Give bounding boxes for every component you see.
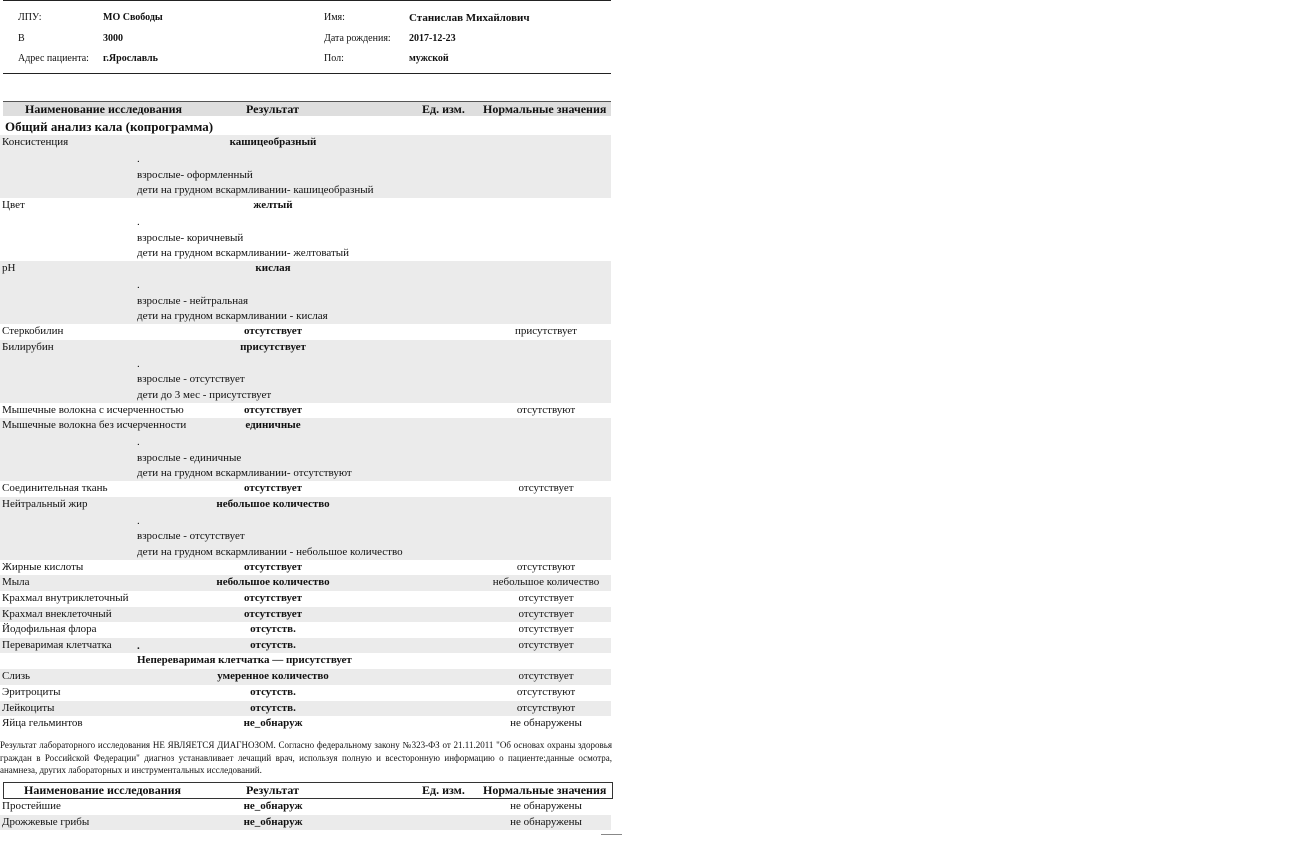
row-name: Переваримая клетчатка [2,638,112,651]
row-result: отсутствует [244,403,302,416]
table-header [3,101,611,116]
table-row [0,622,611,638]
table-row [0,575,611,591]
row-result: не_обнаруж [243,800,303,812]
corner-mark [601,834,622,835]
col-norm-header: Нормальные значения [483,102,607,116]
col-result-header-2: Результат [246,783,300,797]
row-result: единичные [245,419,301,432]
row-result: небольшое количество [216,497,330,510]
row-name: Лейкоциты [2,701,55,714]
note-line: взрослые - отсутствует [137,530,245,543]
row-name: Билирубин [2,340,54,353]
row-result: отсутств. [250,638,296,651]
section-title: Общий анализ кала (копрограмма) [5,119,214,134]
note-line: взрослые - отсутствует [137,373,245,386]
note-line: взрослые - нейтральная [137,294,249,307]
row-result: присутствует [240,340,306,353]
row-notes [137,215,349,262]
row-norm: отсутствуют [516,560,576,573]
note-line: . [137,216,140,228]
row-norm: отсутствуют [516,701,576,714]
table-row [0,591,611,607]
row-name: Цвет [2,199,25,211]
address-value: г.Ярославль [103,53,158,64]
row-result: отсутствует [244,560,302,573]
row-name: Мышечные волокна с исчерченностью [2,403,184,416]
note-line: дети на грудном вскармливании- желтоватый [137,247,350,259]
row-norm: не обнаружены [510,717,582,730]
row-norm: не обнаружены [510,815,582,828]
row-norm: отсутствует [518,638,574,651]
row-norm: отсутствует [518,607,574,620]
row-norm: отсутствует [518,623,574,636]
top-rule [3,0,611,1]
row-notes [137,435,352,482]
note-line: дети на грудном вскармливании - кислая [137,310,328,322]
table-row [0,198,611,261]
table-header-2 [3,782,613,799]
row-norm: присутствует [514,325,577,337]
row-dot: . [137,639,140,652]
note-line: . [137,153,140,165]
col-unit-header: Ед. изм. [422,102,465,116]
name-value: Станислав Михайлович [409,12,530,24]
table-row [0,560,611,576]
row-notes [137,152,374,199]
note-line: . [137,514,140,527]
note-line: взрослые- коричневый [137,231,244,244]
row-name: Стеркобилин [2,325,64,337]
lpu-value: МО Свободы [103,12,163,23]
results-table [0,135,614,732]
note-line: дети до 3 мес - присутствует [137,388,272,401]
row-notes [137,278,328,325]
note-line: . [137,279,140,291]
subline-text: Непереваримая клетчатка — присутствует [137,654,352,667]
row-name: pH [2,262,16,274]
note-line: дети на грудном вскармливании- отсутствуют [137,467,352,480]
row-notes [137,357,271,404]
table-row [0,815,611,831]
table-row [0,669,611,685]
row-result: кашицеобразный [229,136,317,148]
col-name-header-2: Наименование исследования [24,783,182,797]
row-name: Жирные кислоты [2,560,84,573]
disclaimer-footnote: Результат лабораторного исследования НЕ ЯВЛЯЕТСЯ ДИАГНОЗОМ. Согласно федеральному закону №323-ФЗ от 21.11.2011 "Об основах охраны здоровья граждан в Российской Федерации" диагноз устанавливает лечащий врач, используя полную и всесторонную информацию о пациенте:данные осмотра, анамнеза, других лабораторных и инструментальных исследований. [0,740,612,775]
row-name: Крахмал внеклеточный [2,607,112,620]
row-name: Мыла [2,576,30,589]
row-result: небольшое количество [216,576,330,589]
row-norm: небольшое количество [492,576,600,589]
table-row [0,481,611,497]
row-result: желтый [253,199,293,211]
table-row [0,685,611,701]
row-result: не_обнаруж [243,815,303,828]
row-norm: не обнаружены [510,800,582,812]
row-result: отсутствует [244,607,302,620]
b-label: В [18,33,25,44]
patient-header [0,8,611,74]
address-label: Адрес пациента: [18,53,89,64]
table-row [0,135,611,198]
col-name-header: Наименование исследования [25,102,183,116]
row-name: Яйца гельминтов [2,717,83,730]
row-norm: отсутствует [518,591,574,604]
row-name: Консистенция [2,136,69,148]
row-result: отсутствует [244,325,302,337]
col-unit-header-2: Ед. изм. [422,783,465,797]
row-norm: отсутствует [518,670,574,683]
table-row [0,261,611,324]
note-line: дети на грудном вскармливании - небольшое количество [137,545,403,558]
table-row [0,701,611,717]
row-name: Соединительная ткань [2,482,108,495]
row-result: отсутствует [244,482,302,495]
table-row [0,418,611,481]
b-value: 3000 [103,33,123,44]
col-result-header: Результат [246,102,300,116]
results-table-2 [0,799,614,830]
row-result: умеренное количество [217,670,329,683]
dob-label: Дата рождения: [324,33,391,44]
sex-label: Пол: [324,53,344,64]
row-result: отсутств. [250,623,296,636]
note-line: . [137,436,140,449]
row-name: Мышечные волокна без исчерченности [2,419,187,432]
row-name: Слизь [2,670,31,683]
lpu-label: ЛПУ: [18,12,42,23]
row-name: Дрожжевые грибы [2,815,90,828]
col-norm-header-2: Нормальные значения [483,783,607,797]
row-name: Эритроциты [2,685,61,698]
note-line: взрослые - единичные [137,451,242,464]
table-row [0,324,611,340]
note-line: взрослые- оформленный [137,168,253,181]
table-row [0,497,611,560]
row-name: Крахмал внутриклеточный [2,591,129,604]
table-row [0,638,611,654]
row-result: отсутств. [250,701,296,714]
row-norm: отсутствуют [516,403,576,416]
row-name: Простейшие [2,800,61,812]
table-row [0,607,611,623]
table-subline [0,653,611,669]
row-norm: отсутствуют [516,685,576,698]
row-notes [137,514,403,561]
name-label: Имя: [324,12,345,23]
header-rule [3,73,611,74]
sex-value: мужской [409,53,449,64]
row-result: не_обнаруж [243,717,303,730]
note-line: дети на грудном вскармливании- кашицеобразный [137,184,374,196]
table-row [0,403,611,419]
table-row [0,799,611,815]
row-result: отсутствует [244,591,302,604]
row-name: Йодофильная флора [2,623,97,636]
table-row [0,716,611,732]
row-norm: отсутствует [518,482,574,495]
row-result: кислая [255,262,291,274]
table-row [0,340,611,403]
dob-value: 2017-12-23 [409,33,456,44]
row-result: отсутств. [250,685,296,698]
note-line: . [137,357,140,370]
row-name: Нейтральный жир [2,497,88,510]
